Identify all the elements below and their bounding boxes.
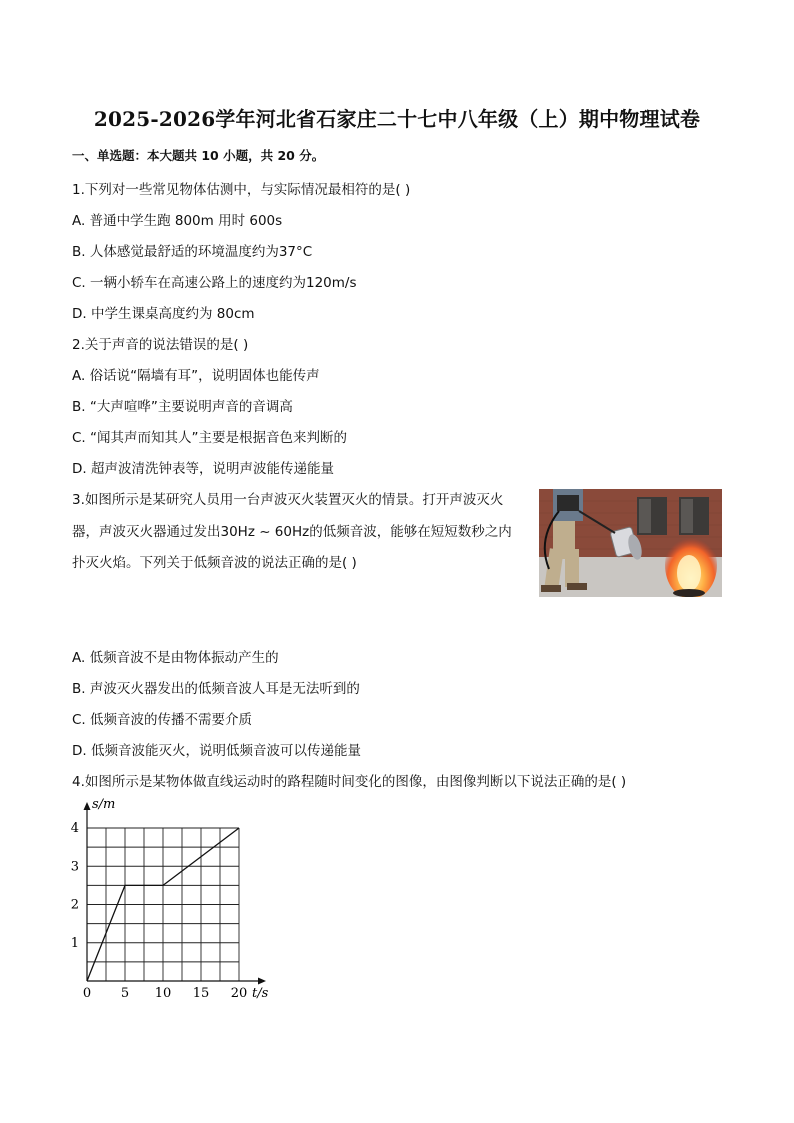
question-2-option-c: C. “闻其声而知其人”主要是根据音色来判断的 [72,430,347,446]
section-heading: 一、单选题：本大题共 10 小题，共 20 分。 [72,148,325,163]
y-tick-label: 4 [70,821,79,836]
x-tick-label: 20 [230,986,248,1001]
question-1-option-b: B. 人体感觉最舒适的环境温度约为37°C [72,244,313,260]
question-2-stem: 2.关于声音的说法错误的是( ) [72,337,249,353]
sonic-fire-extinguisher-photo [539,489,722,597]
x-tick-label: 0 [82,986,92,1001]
distance-time-graph [64,794,284,1009]
x-axis-arrow [258,978,266,985]
x-tick-label: 5 [120,986,130,1001]
question-3-option-a: A. 低频音波不是由物体振动产生的 [72,650,279,666]
exam-title: 2025-2026学年河北省石家庄二十七中八年级（上）期中物理试卷 [93,107,701,131]
question-1-option-d: D. 中学生课桌高度约为 80cm [72,306,255,322]
question-3-stem-line1: 3.如图所示是某研究人员用一台声波灭火装置灭火的情景。打开声波灭火 [72,492,504,508]
question-3-option-b: B. 声波灭火器发出的低频音波人耳是无法听到的 [72,681,360,697]
question-2-option-b: B. “大声喧哗”主要说明声音的音调高 [72,399,293,415]
x-tick-label: 15 [192,986,210,1001]
chart-ticks [71,821,248,1001]
x-axis-label: t/s [252,986,269,1001]
y-tick-label: 3 [70,859,79,875]
y-axis-label: s/m [92,797,116,812]
question-4-stem: 4.如图所示是某物体做直线运动时的路程随时间变化的图像，由图像判断以下说法正确的是( ) [72,774,627,790]
question-1-option-a: A. 普通中学生跑 800m 用时 600s [72,213,283,229]
question-1-option-c: C. 一辆小轿车在高速公路上的速度约为120m/s [72,275,357,291]
question-3-stem-line3: 扑灭火焰。下列关于低频音波的说法正确的是( ) [72,555,357,571]
question-2-option-a: A. 俗话说“隔墙有耳”，说明固体也能传声 [72,368,320,384]
question-1-stem: 1.下列对一些常见物体估测中，与实际情况最相符的是( ) [72,182,411,198]
chart-grid [87,828,239,981]
question-3-stem-line2: 器，声波灭火器通过发出30Hz ~ 60Hz的低频音波，能够在短短数秒之内 [72,524,512,540]
question-2-option-d: D. 超声波清洗钟表等，说明声波能传递能量 [72,461,334,477]
y-tick-label: 2 [70,897,79,913]
question-3-option-d: D. 低频音波能灭火，说明低频音波可以传递能量 [72,743,361,759]
y-axis-arrow [84,802,91,810]
x-tick-label: 10 [154,986,172,1001]
y-tick-label: 1 [70,935,79,951]
question-3-option-c: C. 低频音波的传播不需要介质 [72,712,253,728]
